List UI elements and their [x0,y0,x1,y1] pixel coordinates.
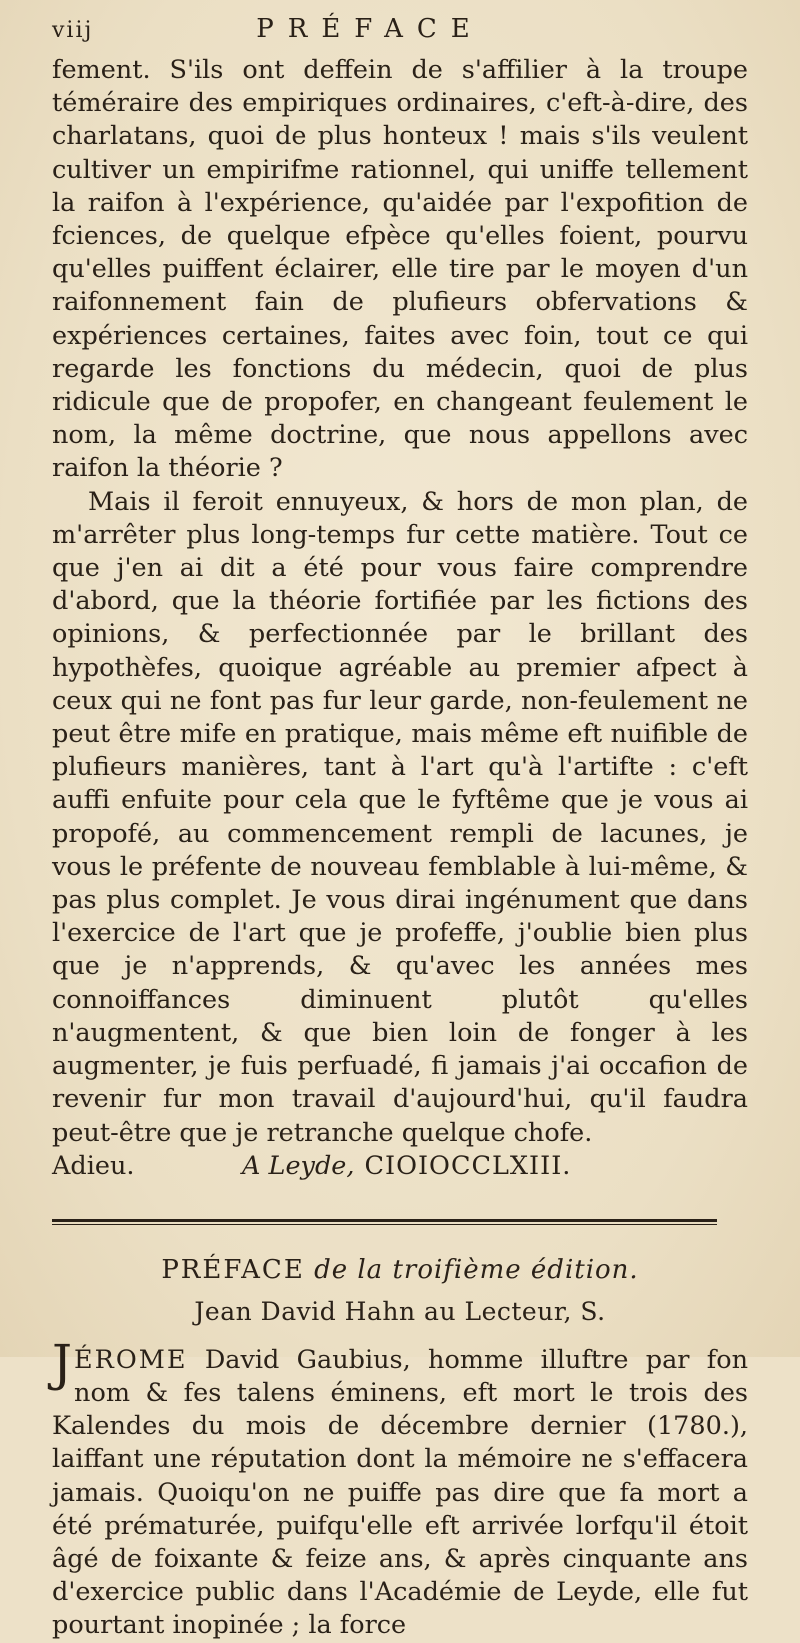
drop-cap: J [52,1333,73,1392]
paragraph-1: fement. S'ils ont deffein de s'affilier à la troupe téméraire des empiriques ordinaires, c'eft-à-dire, des charlatans, quoi de plus honteux ! mais s'ils veulent cultiver un empirifme rationnel, qui uniffe tellement la raifon à l'expérience, qu'aidée par l'expofition de fciences, de quelque efpèce qu'elles foient, pourvu qu'elles puiffent éclairer, elle tire par le moyen d'un raifonnement fain de plufieurs obfervations & expériences certaines, faites avec foin, tout ce qui regarde les fonctions du médecin, quoi de plus ridicule que de propofer, en changeant feulement le nom, la même doctrine, que nous appellons avec raifon la théorie ? [52,55,748,484]
preface-title [52,1255,748,1285]
running-head [52,14,748,54]
signature-date: CIOIOCCLXIII. [364,1150,572,1181]
signature-line [52,1150,748,1183]
preface-text [52,1333,748,1643]
preface-paragraph [52,1333,748,1643]
paragraph-2: Mais il feroit ennuyeux, & hors de mon plan, de m'arrêter plus long-temps fur cette matière. Tout ce que j'en ai dit a été pour vous faire comprendre d'abord, que la théorie fortifiée par les fictions des opinions, & perfectionnée par le brillant des hypothèfes, quoique agréable au premier afpect à ceux qui ne font pas fur leur garde, non-feulement ne peut être mife en pratique, mais même eft nuifible de plufieurs manières, tant à l'art qu'à l'artifte : c'eft auffi enfuite pour cela que le fyftême que je vous ai propofé, au commencement rempli de lacunes, je vous le préfente de nouveau femblable à lui-même, & pas plus complet. Je vous dirai ingénument que dans l'exercice de l'art que je profeffe, j'oublie bien plus que je n'apprends, & qu'avec les années mes connoiffances diminuent plutôt qu'elles n'augmentent, & que bien loin de fonger à les augmenter, je fuis perfuadé, fi jamais j'ai occafion de revenir fur mon travail d'aujourd'hui, qu'il faudra peut-être que je retranche quelque chofe. [52,486,748,1148]
preface-body: David Gaubius, homme illuftre par fon nom & fes talens éminens, eft mort le trois des Kalendes du mois de décembre dernier (1780.), laiffant une réputation dont la mémoire ne s'effacera jamais. Quoiqu'on ne puiffe pas dire que fa mort a été prématurée, puifqu'elle eft arrivée lorfqu'il étoit âgé de foixante & feize ans, & après cinquante ans d'exercice public dans l'Académie de Leyde, elle fut pourtant inopinée ; la force [52,1344,748,1641]
signature-adieu: Adieu. [52,1150,135,1181]
running-head-title: PRÉFACE [256,14,484,44]
signature-place: A Leyde, [242,1150,355,1181]
page-folio: viij [52,18,94,43]
preface-title-rest: de la troifième édition. [314,1254,639,1285]
body-text [52,54,748,1150]
preface-title-caps: PRÉFACE [161,1254,305,1285]
section-divider [52,1219,717,1225]
preface-byline: Jean David Hahn au Lecteur, S. [194,1296,606,1326]
first-word-rest: ÉROME [74,1344,188,1375]
